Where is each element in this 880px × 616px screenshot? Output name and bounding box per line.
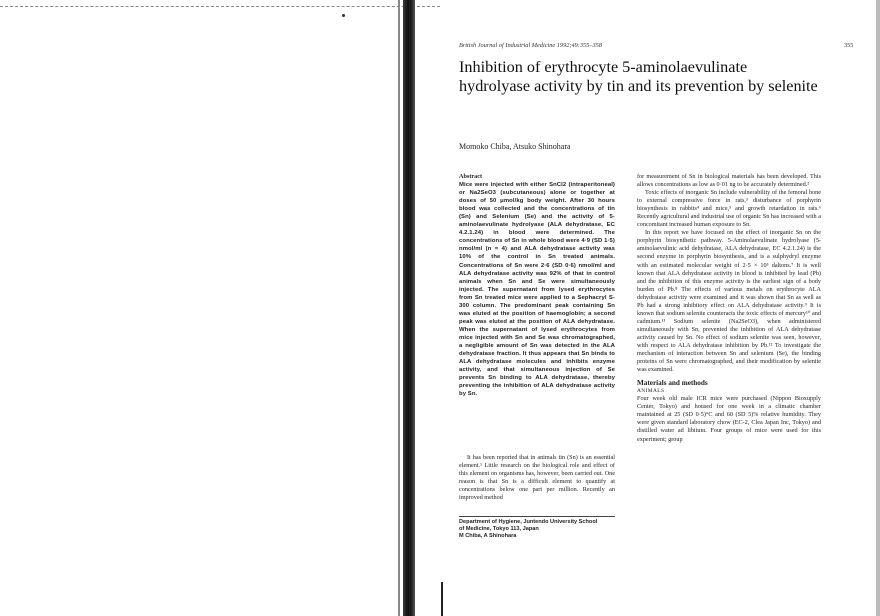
affiliation-line-1: Department of Hygiene, Juntendo University School [459,519,598,525]
abstract-heading: Abstract [459,173,483,180]
journal-citation: British Journal of Industrial Medicine 1992;49:355–358 [459,42,602,49]
intro-paragraph: It has been reported that in animals tin (Sn) is an essential element.¹ Little research on the biological role and effect of this element on organisms has, however, been carried out. One reason is that Sn is a difficult element to quantify at concentrations below one part per million. Recently an improved method [459,454,615,502]
authors: Momoko Chiba, Atsuko Shinohara [459,142,571,151]
article-title: Inhibition of erythrocyte 5-aminolaevulinate hydrolyase activity by tin and its prevention by selenite [459,58,818,95]
binding-shadow-line [398,0,400,616]
affiliation-line-3: M Chiba, A Shinohara [459,533,517,539]
affiliation-footnote [459,516,615,540]
right-paragraph-4: Four week old male ICR mice were purchased (Nippon Bioxupply Center, Tokyo) and housed for one week in a climatic chamber maintained at 25 (SD 0·5)°C and 60 (SD 5)% relative humidity. They were given standard laboratory chow (EC-2, Clea Japan Inc, Tokyo) and distilled water ad libitum. Four groups of mice were used for this experiment; group [637,395,821,443]
page-edge [876,0,880,616]
methods-heading: Materials and methods [637,379,708,388]
right-paragraph-2: Toxic effects of inorganic Sn include vulnerability of the femoral bone to external compressive force in rats,³ disturbance of porphyrin biosynthesis in rabbits⁴ and mice,⁵ and growth retardation in rats.⁶ Recently agricultural and industrial use of organic Sn has increased with a concomitant increased human exposure to Sn. [637,189,821,229]
abstract-block [459,173,615,398]
animals-subheading: ANIMALS [637,388,665,395]
speck-mark [342,14,345,17]
affiliation-line-2: of Medicine, Tokyo 113, Japan [459,526,539,532]
right-column [637,173,821,444]
right-paragraph-1: for measurement of Sn in biological materials has been developed. This allows concentrations as low as 0·01 ng to be accurately determined.² [637,173,821,189]
page-number: 355 [844,42,854,49]
binding-shadow [403,0,415,616]
abstract-body: Mice were injected with either SnCl2 (intraperitoneal) or Na2SeO3 (subcutaneous) alone or together at doses of 50 μmol/kg body weight. After 30 hours blood was collected and the concentrations of tin (Sn) and Selenium (Se) and the activity of 5-aminolaevulinate hydrolyase (ALA dehydratase, EC 4.2.1.24) in blood were determined. The concentrations of Sn in whole blood were 4·9 (SD 1·5) nmol/ml (n = 4) and ALA dehydratase activity was 10% of the control in Sn treated animals. Concentrations of Sn were 2·6 (SD 0·6) nmol/ml and ALA dehydratase activity was 92% of that in control animals when Sn and Se were simultaneously injected. The supernatant from lysed erythrocytes from Sn treated mice were applied to a Sephacryl S-300 column. The predominant peak containing Sn was eluted at the position of haemoglobin; a second peak was eluted at the position of ALA dehydratase. When the supernatant of lysed erythrocytes from mice injected with Sn and Se was chromatographed, a negligible amount of Sn was detected in the ALA dehydratase fraction. It thus appears that Sn binds to ALA dehydratase molecules and inhibits enzyme activity, and that simultaneous injection of Se prevents Sn binding to ALA dehydratase, thereby preventing the inhibition of ALA dehydratase activity by Sn. [459,182,615,398]
right-paragraph-3: In this report we have focused on the effect of inorganic Sn on the porphyrin biosynthetic pathway. 5-Aminolaevulinate hydrolyase (5-aminolaevulinic acid dehydratase, ALA dehydratase, EC 4.2.1.24) is the second enzyme in porphyrin biosynthesis, and is a sulphydryl enzyme with an estimated molecular weight of 2·5 × 10⁵ daltons.⁷ It is well known that ALA dehydratase activity in blood is inhibited by lead (Pb) and the inhibition of this enzyme activity is the earliest sign of a body burden of Pb.⁸ The effects of various metals on erythrocyte ALA dehydratase activity were examined and it was shown that Sn as well as Pb had a strong inhibitory effect on ALA dehydratase activity.⁹ It is known that sodium selenite counteracts the toxic effects of mercury¹⁰ and cadmium.¹¹ Sodium selenite (Na2SeO3), when administered simultaneously with Sn, prevented the inhibition of ALA dehydratase activity caused by Sn. No effect of sodium selenite was seen, however, with respect to ALA dehydratase inhibition by Pb.¹² To investigate the mechanism of interaction between Sn and selenium (Se), the binding proteins of Sn were chromatographed, and their modification by selenite was examined. [637,229,821,374]
top-dashed-rule [0,6,440,8]
gutter-mark [441,582,443,616]
intro-left-block [459,454,615,502]
